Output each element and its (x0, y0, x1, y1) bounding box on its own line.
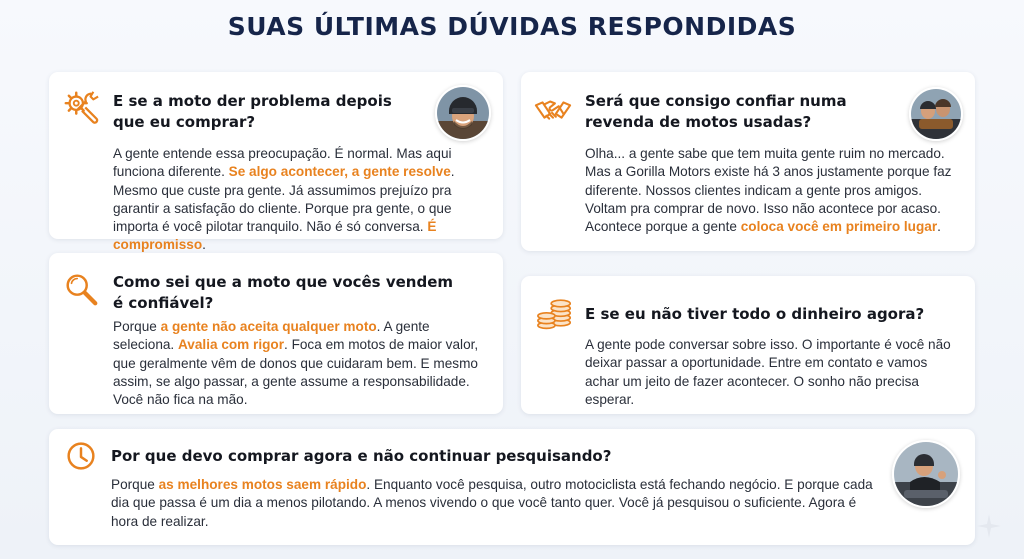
faq-question: Será que consigo confiar numa revenda de motos usadas? (585, 92, 847, 131)
clock-icon (62, 437, 100, 475)
magnifier-icon (62, 270, 100, 308)
answer-text: . (202, 237, 206, 253)
faq-card-reliable (49, 253, 503, 414)
faq-question: Como sei que a moto que vocês vendem é confiável? (113, 273, 454, 312)
answer-text: . (937, 219, 941, 235)
smiling-man-helmet-avatar (435, 85, 491, 141)
faq-card-trust (521, 72, 975, 251)
faq-question: Por que devo comprar agora e não continuar pesquisando? (111, 447, 612, 465)
answer-text: Porque (111, 477, 159, 492)
answer-text: . A gente seleciona. (113, 319, 430, 353)
answer-text: A gente entende essa preocupação. É normal. Mas aqui funciona diferente. (113, 146, 452, 180)
highlight-text: coloca você em primeiro lugar (740, 219, 938, 235)
coin-stack-icon (536, 294, 574, 332)
highlight-text: Avalia com rigor (178, 337, 285, 353)
faq-answer (111, 476, 881, 531)
faq-card-money (521, 276, 975, 414)
faq-question: E se a moto der problema depois que eu comprar? (113, 92, 392, 131)
answer-text: A gente pode conversar sobre isso. O importante é você não deixar passar a oportunidade. Entre em contato e vamos achar um jeito de fazer acontecer. O sonho não precisa esperar. (585, 337, 951, 407)
faq-answer (585, 145, 957, 236)
wrench-gear-icon (62, 88, 100, 126)
highlight-text: Se algo acontecer, a gente resolve (228, 164, 451, 180)
faq-question: E se eu não tiver todo o dinheiro agora? (585, 305, 925, 323)
faq-answer (113, 145, 489, 255)
handshake-icon (534, 92, 572, 130)
highlight-text: as melhores motos saem rápido (158, 477, 367, 492)
answer-text: Olha... a gente sabe que tem muita gente ruim no mercado. Mas a Gorilla Motors existe há 3 anos justamente porque faz diferente. Nossos clientes indicam a gente pros amigos. Voltam pra comprar de novo. Isso não acontece por acaso. Acontece porque a gente (585, 146, 952, 235)
sparkle-icon (976, 513, 1002, 539)
highlight-text: É compromisso (113, 219, 437, 253)
page-title: SUAS ÚLTIMAS DÚVIDAS RESPONDIDAS (227, 12, 797, 41)
answer-text: Porque (113, 319, 161, 334)
faq-card-why-now (49, 429, 975, 545)
answer-text: . Mesmo que custe pra gente. Já assumimos prejuízo pra garantir a satisfação do cliente. Porque pra gente, o que importa é você pilotar tranquilo. Não é só conversa. (113, 164, 455, 235)
rider-thumbs-up-avatar (892, 440, 960, 508)
couple-on-motorcycle-avatar (909, 87, 963, 141)
answer-text: . Foca em motos de maior valor, que geralmente vêm de donos que cuidaram bem. E mesmo assim, se algo passar, a gente assume a responsabilidade. Você não fica na mão. (113, 337, 479, 408)
answer-text: . Enquanto você pesquisa, outro motociclista está fechando negócio. E porque cada dia que passa é um dia a menos pilotando. A menos vivendo o que você tanto quer. Você já pesquisou o suficiente. Agora é hora de realizar. (111, 477, 873, 529)
faq-answer (113, 318, 491, 409)
faq-card-problem (49, 72, 503, 253)
highlight-text: a gente não aceita qualquer moto (160, 319, 377, 334)
faq-answer (585, 336, 965, 409)
